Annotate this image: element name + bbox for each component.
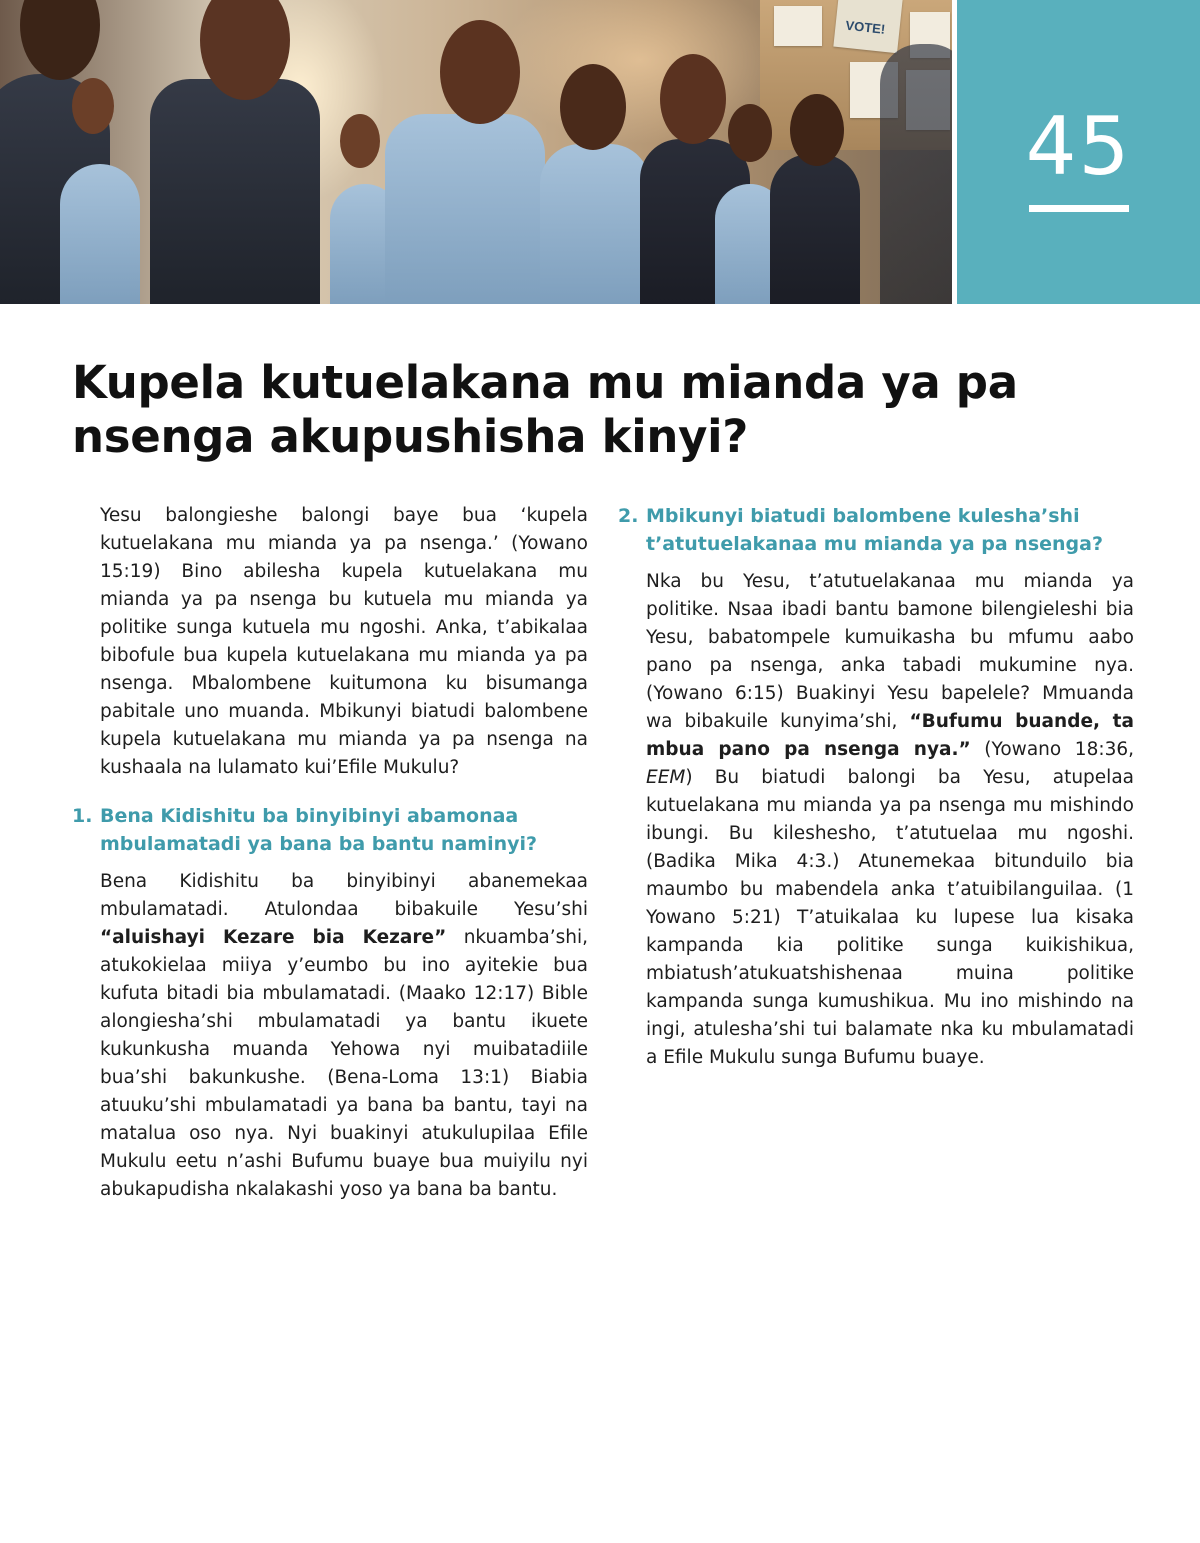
person-silhouette <box>880 44 952 304</box>
answer-2-emphasis: “Bufumu buande, ta mbua pano pa nsenga nya.” <box>646 711 1134 760</box>
question-1-text: Bena Kidishitu ba binyibinyi abamonaa mbulamatadi ya bana ba bantu naminyi? <box>100 805 538 855</box>
person-silhouette <box>385 114 545 304</box>
person-head <box>728 104 772 162</box>
question-2-text: Mbikunyi biatudi balombene kulesha’shi t’atutuelakanaa mu mianda ya pa nsenga? <box>646 505 1103 555</box>
page-title: Kupela kutuelakana mu mianda ya pa nsenga akupushisha kinyi? <box>72 356 1018 463</box>
person-silhouette <box>150 79 320 304</box>
question-1 <box>72 802 588 858</box>
right-column <box>618 502 1134 1072</box>
intro-paragraph: Yesu balongieshe balongi baye bua ‘kupela kutuelakana mu mianda ya pa nsenga.’ (Yowano 15:19) Bino abilesha kupela kutuelakana mu mianda ya pa nsenga bu kutuela mu mianda ya politike sunga kutuela mu ngoshi. Anka, t’abikalaa bibofule bua kupela kutuelakana mu mianda ya pa nsenga. Mbalombene kuitumona ku bisumanga pabitale uno muanda. Mbikunyi biatudi balombene kupela kutuelakana mu mianda ya pa nsenga na kushaala na lulamato kui’Efile Mukulu? <box>100 505 588 778</box>
header-photo <box>0 0 952 304</box>
lesson-number-panel <box>957 0 1200 304</box>
person-head <box>560 64 626 150</box>
answer-2-paragraph <box>618 568 1134 1072</box>
answer-2-italic: EEM <box>646 767 686 788</box>
person-head <box>440 20 520 124</box>
left-column <box>72 502 588 1204</box>
person-head <box>660 54 726 144</box>
person-head <box>72 78 114 134</box>
answer-1-text-a: Bena Kidishitu ba binyibinyi abanemekaa mbulamatadi. Atulondaa bibakuile Yesu’shi <box>100 871 588 920</box>
answer-2-text-c: ) Bu biatudi balongi ba Yesu, atupelaa kutuelakana mu mianda ya pa nsenga mu mishindo ibungi. Bu kileshesho, t’atutuelaa mu ngoshi. (Badika Mika 4:3.) Atunemekaa bitunduilo bia maumbo bu mabendela anka t’atuibilanguilaa. (1 Yowano 5:21) T’atuikalaa ku lupese lua kisaka kampanda kia politike sunga kuikishikua, mbiatush’atukuatshishenaa muina politike kampanda sunga kumushikua. Mu ino mishindo na ingi, atulesha’shi tui balamate nka ku mbulamatadi a Efile Mukulu sunga Bufumu buaye. <box>646 767 1134 1068</box>
answer-1-emphasis: “aluishayi Kezare bia Kezare” <box>100 927 447 948</box>
vote-poster-text: VOTE! <box>844 17 886 37</box>
person-silhouette <box>540 144 650 304</box>
question-1-number: 1. <box>72 805 93 827</box>
person-head <box>340 114 380 168</box>
person-head <box>790 94 844 166</box>
answer-1-paragraph <box>72 868 588 1204</box>
person-head <box>20 0 100 80</box>
lesson-number: 45 <box>1025 100 1132 193</box>
answer-2-text-a: Nka bu Yesu, t’atutuelakanaa mu mianda ya politike. Nsaa ibadi bantu bamone bilengieleshi bia Yesu, babatompele kumuikasha bu mfumu aabo pano pa nsenga, anka tabadi mukumine nya. (Yowano 6:15) Buakinyi Yesu bapelele? Mmuanda wa bibakuile kunyima’shi, <box>646 571 1134 732</box>
answer-2-text-b: (Yowano 18:36, <box>970 739 1134 760</box>
lesson-number-rule <box>1029 205 1129 212</box>
question-2-number: 2. <box>618 505 639 527</box>
person-silhouette <box>770 154 860 304</box>
answer-1-text-b: nkuamba’shi, atukokielaa miiya y’eumbo bu ino ayitekie bua kufuta bitadi bia mbulamatadi. (Maako 12:17) Bible alongiesha’shi mbulamatadi ya bantu ikuete kukunkusha muanda Yehowa nyi muibatadiile bua’shi bakunkushe. (Bena-Loma 13:1) Biabia atuuku’shi mbulamatadi ya bana ba bantu, tayi na matalua oso nya. Nyi buakinyi atukulupilaa Efile Mukulu eetu n’ashi Bufumu buaye bua muiyilu nyi abukapudisha nkalakashi yoso ya bana ba bantu. <box>100 927 588 1200</box>
person-silhouette <box>60 164 140 304</box>
question-2 <box>618 502 1134 558</box>
